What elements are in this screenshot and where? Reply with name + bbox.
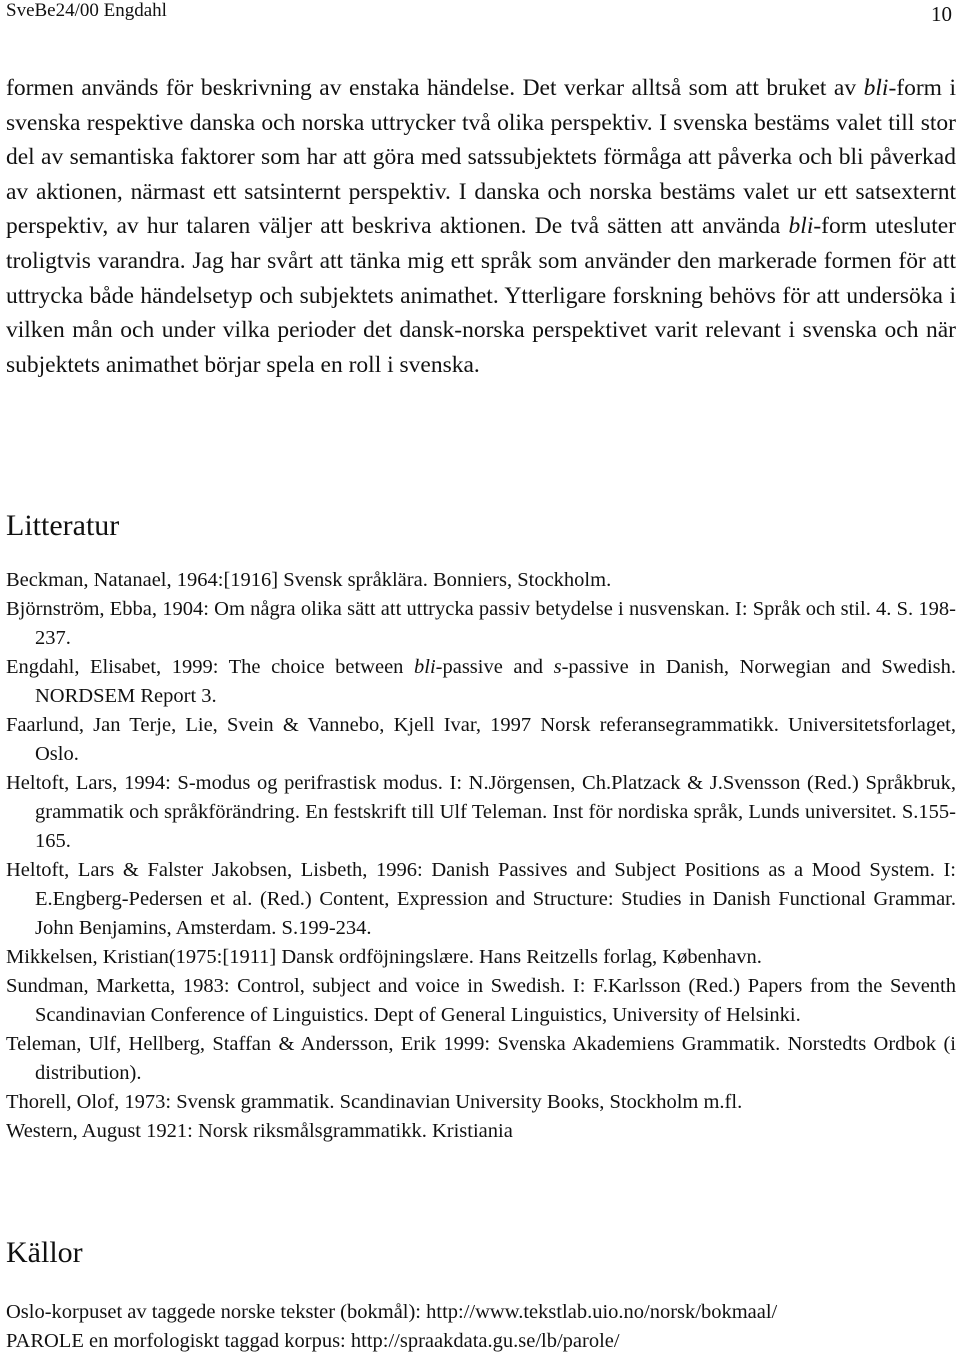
reference-item: Heltoft, Lars & Falster Jakobsen, Lisbeth, 1996: Danish Passives and Subject Positions as a Mood System. I: E.Engberg-Pedersen et al. (Red.) Content, Expression and Structure: Studies in Danish Functional Grammar. John Benjamins, Amsterdam. S.199-234. <box>6 859 956 939</box>
reference-italic-term: bli <box>414 656 436 678</box>
reference-item: Beckman, Natanael, 1964:[1916] Svensk språklära. Bonniers, Stockholm. <box>6 569 612 591</box>
reference-item: Sundman, Marketta, 1983: Control, subject and voice in Swedish. I: F.Karlsson (Red.) Papers from the Seventh Scandinavian Conference of Linguistics. Dept of General Linguistics, University of Helsinki. <box>6 975 956 1026</box>
reference-item: Heltoft, Lars, 1994: S-modus og perifrastisk modus. I: N.Jörgensen, Ch.Platzack & J.Svensson (Red.) Språkbruk, grammatik och språkförändring. En festskrift till Ulf Teleman. Inst för nordiska språk, Lunds universitet. S.155-165. <box>6 772 956 852</box>
reference-item: Teleman, Ulf, Hellberg, Staffan & Andersson, Erik 1999: Svenska Akademiens Grammatik. Norstedts Ordbok (i distribution). <box>6 1033 956 1084</box>
reference-item: Western, August 1921: Norsk riksmålsgrammatikk. Kristiania <box>6 1120 513 1142</box>
source-item: Oslo-korpuset av taggede norske tekster (bokmål): http://www.tekstlab.uio.no/norsk/bokmaal/ <box>6 1301 778 1323</box>
body-segment: -form utesluter troligtvis varandra. Jag har svårt att tänka mig ett språk som använder den markerade formen för att uttrycka både händelsetyp och subjektets animathet. Ytterligare forskning behövs för att undersöka i vilken mån och under vilka perioder det dansk-norska perspektivet varit relevant i svenska och när subjektets animathet börjar spela en roll i svenska. <box>6 213 956 378</box>
document-id: SveBe24/00 Engdahl <box>6 0 167 21</box>
reference-item: Mikkelsen, Kristian(1975:[1911] Dansk ordföjningslære. Hans Reitzells forlag, København. <box>6 946 762 968</box>
reference-italic-term: s <box>553 656 562 678</box>
body-italic-term: bli <box>788 213 814 240</box>
section-heading-litteratur: Litteratur <box>6 509 120 542</box>
body-segment: formen används för beskrivning av enstaka händelse. Det verkar alltså som att bruket av <box>6 75 864 101</box>
source-item: PAROLE en morfologiskt taggad korpus: http://spraakdata.gu.se/lb/parole/ <box>6 1330 620 1352</box>
reference-segment: Engdahl, Elisabet, 1999: The choice between <box>6 656 414 678</box>
reference-item: Thorell, Olof, 1973: Svensk grammatik. Scandinavian University Books, Stockholm m.fl. <box>6 1091 743 1113</box>
reference-segment: -passive in Danish, Norwegian and Swedish. NORDSEM Report 3. <box>35 656 957 707</box>
page-number: 10 <box>931 2 952 26</box>
reference-item: Björnström, Ebba, 1904: Om några olika sätt att uttrycka passiv betydelse i nusvenskan. I: Språk och stil. 4. S. 198-237. <box>6 598 956 649</box>
body-segment: -form i svenska respektive danska och norska uttrycker två olika perspektiv. I svenska bestäms valet till stor del av semantiska faktorer som har att göra med satssubjektets förmåga att påverka och bli påverkad av aktionen, närmast ett satsinternt perspektiv. I danska och norska bestäms valet ur ett satsexternt perspektiv, av hur talaren väljer att beskriva aktionen. De två sätten att använda <box>6 75 956 240</box>
reference-segment: -passive and <box>435 656 554 678</box>
page-header <box>6 0 952 26</box>
section-heading-kallor: Källor <box>6 1236 83 1269</box>
reference-item <box>6 653 956 711</box>
reference-item: Faarlund, Jan Terje, Lie, Svein & Vannebo, Kjell Ivar, 1997 Norsk referansegrammatikk. Universitetsforlaget, Oslo. <box>6 714 956 765</box>
reference-list <box>6 566 956 1146</box>
source-list <box>6 1298 956 1356</box>
body-italic-term: bli <box>863 75 889 101</box>
body-paragraph <box>6 71 956 382</box>
